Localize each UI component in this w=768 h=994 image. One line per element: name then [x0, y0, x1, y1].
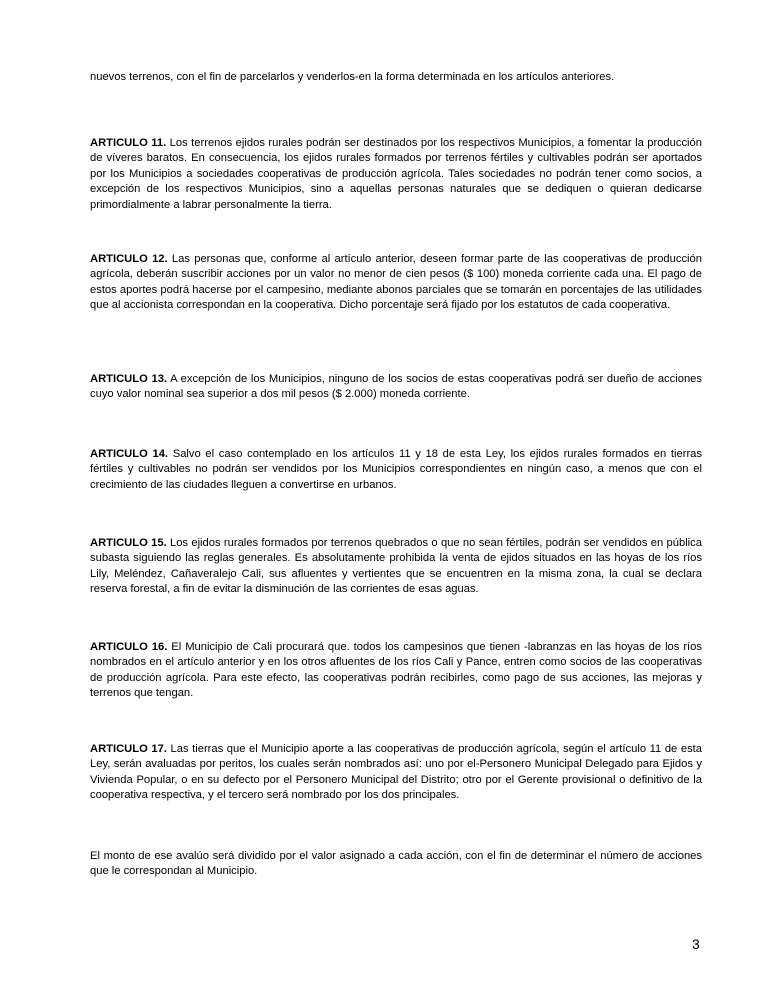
- article-label: ARTICULO 15.: [90, 537, 167, 549]
- paragraph-final: [90, 849, 702, 880]
- article-11: [90, 136, 702, 213]
- paragraph-text: nuevos terrenos, con el fin de parcelarlos y venderlos-en la forma determinada en los artículos anteriores.: [90, 71, 615, 83]
- paragraph-continuation: [90, 70, 702, 85]
- page-number: 3: [692, 936, 700, 952]
- article-text: Salvo el caso contemplado en los artículos 11 y 18 de esta Ley, los ejidos rurales formados en tierras fértiles y cultivables no podrán ser vendidos por los Municipios correspondientes en ningún caso, a menos que con el crecimiento de las ciudades lleguen a convertirse en urbanos.: [90, 448, 702, 491]
- article-label: ARTICULO 12.: [90, 253, 168, 265]
- article-label: ARTICULO 13.: [90, 373, 168, 385]
- article-label: ARTICULO 14.: [90, 448, 169, 460]
- paragraph-text: El monto de ese avalúo será dividido por el valor asignado a cada acción, con el fin de determinar el número de acciones que le correspondan al Municipio.: [90, 850, 702, 878]
- article-text: Los ejidos rurales formados por terrenos quebrados o que no sean fértiles, podrán ser vendidos en pública subasta siguiendo las reglas generales. Es absolutamente prohibida la venta de ejidos situados en las hoyas de los ríos Lily, Meléndez, Cañaveralejo Cali, sus afluentes y vertientes que se encuentren en la misma zona, la cual se declara reserva forestal, a fin de evitar la disminución de las corrientes de esas aguas.: [90, 537, 702, 596]
- article-12: [90, 252, 702, 314]
- article-text: Los terrenos ejidos rurales podrán ser destinados por los respectivos Municipios, a fomentar la producción de víveres baratos. En consecuencia, los ejidos rurales formados por terrenos fértiles y cultivables podrán ser aportados por los Municipios a sociedades cooperativas de producción agrícola. Tales sociedades no podrán tener como socios, a excepción de los respectivos Municipios, sino a aquellas personas naturales que se dediquen o quieran dedicarse primordialmente a labrar personalmente la tierra.: [90, 137, 702, 211]
- article-17: [90, 742, 702, 804]
- article-label: ARTICULO 16.: [90, 641, 168, 653]
- article-text: A excepción de los Municipios, ninguno de los socios de estas cooperativas podrá ser dueño de acciones cuyo valor nominal sea superior a dos mil pesos ($ 2.000) moneda corriente.: [90, 373, 702, 401]
- article-text: Las personas que, conforme al artículo anterior, deseen formar parte de las cooperativas de producción agrícola, deberán suscribir acciones por un valor no menor de cien pesos ($ 100) moneda corriente cada una. El pago de estos aportes podrá hacerse por el campesino, mediante abonos parciales que se tomarán en porcentajes de las utilidades que al accionista correspondan en la cooperativa. Dicho porcentaje será fijado por los estatutos de cada cooperativa.: [90, 253, 702, 312]
- article-text: El Municipio de Cali procurará que. todos los campesinos que tienen -labranzas en las hoyas de los ríos nombrados en el artículo anterior y en los otros afluentes de los ríos Cali y Pance, entren como socios de las cooperativas de producción agrícola. Para este efecto, las cooperativas podrán recibirles, como pago de sus acciones, las mejoras y terrenos que tengan.: [90, 641, 702, 700]
- article-label: ARTICULO 11.: [90, 137, 167, 149]
- article-14: [90, 447, 702, 493]
- article-13: [90, 372, 702, 403]
- article-text: Las tierras que el Municipio aporte a las cooperativas de producción agrícola, según el artículo 11 de esta Ley, serán avaluadas por peritos, los cuales serán nombrados así: uno por el-Personero Municipal Delegado para Ejidos y Vivienda Popular, o en su defecto por el Personero Municipal del Distrito; otro por el Gerente provisional o definitivo de la cooperativa respectiva, y el tercero será nombrado por los dos principales.: [90, 743, 702, 802]
- article-16: [90, 640, 702, 702]
- article-label: ARTICULO 17.: [90, 743, 167, 755]
- article-15: [90, 536, 702, 598]
